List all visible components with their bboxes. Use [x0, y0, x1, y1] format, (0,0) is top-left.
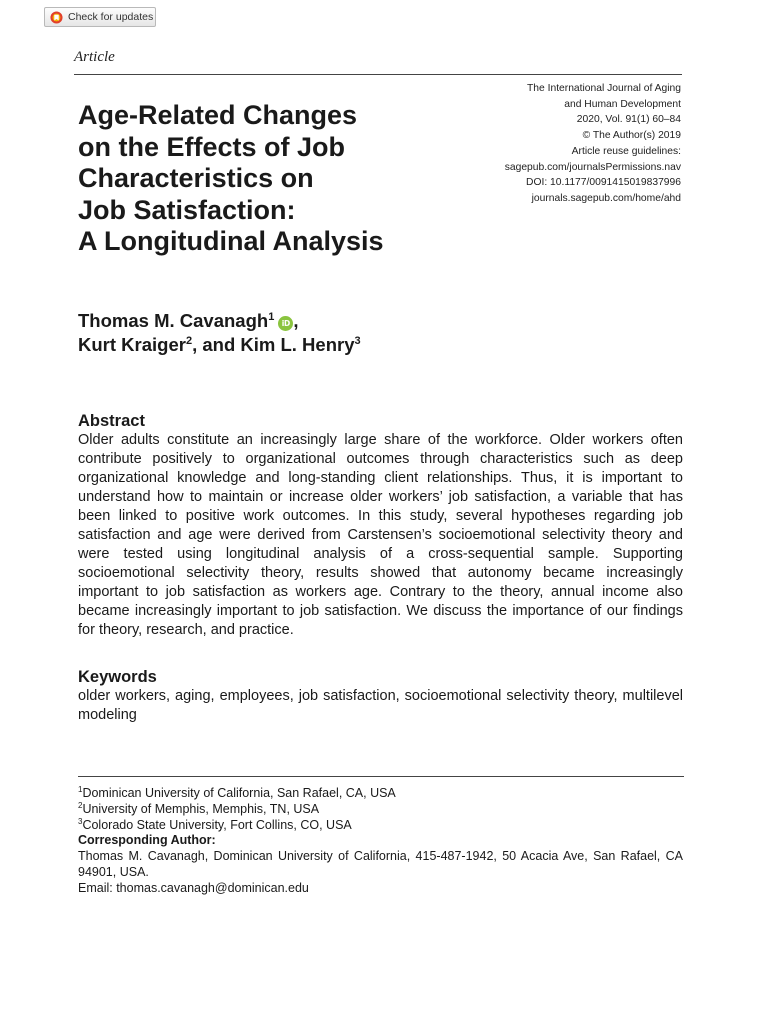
abstract-section	[78, 411, 683, 640]
affiliation-mark: 2	[78, 800, 83, 810]
orcid-icon[interactable]: iD	[278, 316, 293, 331]
corresponding-author-email[interactable]: Email: thomas.cavanagh@dominican.edu	[78, 880, 309, 895]
journal-name-line-2: and Human Development	[564, 98, 681, 110]
reuse-guidelines-label: Article reuse guidelines:	[571, 145, 681, 157]
corresponding-author-address: Thomas M. Cavanagh, Dominican University of California, 415-487-1942, 50 Acacia Ave, San Rafael, CA 94901, USA.	[78, 849, 683, 879]
title-line: on the Effects of Job	[78, 131, 346, 162]
title-line: Job Satisfaction:	[78, 194, 296, 225]
crossmark-icon	[50, 11, 63, 24]
title-line: A Longitudinal Analysis	[78, 226, 384, 256]
keywords-text: older workers, aging, employees, job satisfaction, socioemotional selectivity theory, multilevel modeling	[78, 688, 683, 723]
article-type-label: Article	[74, 49, 115, 65]
journal-name-line-1: The International Journal of Aging	[527, 83, 681, 94]
affiliation-item	[78, 786, 683, 802]
check-for-updates-button[interactable]	[44, 7, 156, 27]
affiliation-text: Colorado State University, Fort Collins, CO, USA	[82, 817, 352, 832]
check-for-updates-label: Check for updates	[68, 11, 154, 23]
title-line: Age-Related Changes	[78, 100, 358, 130]
author-line-2	[78, 333, 638, 357]
affiliation-mark: 1	[78, 785, 83, 794]
affiliation-text: University of Memphis, Memphis, TN, USA	[82, 801, 320, 816]
journal-info	[461, 81, 681, 207]
author-name: Thomas M. Cavanagh	[78, 310, 269, 331]
author-name: Kim L. Henry	[240, 334, 355, 355]
affiliations	[78, 786, 683, 897]
author-name: Kurt Kraiger	[78, 334, 186, 355]
doi-link[interactable]: DOI: 10.1177/0091415019837996	[526, 177, 681, 189]
footnote-divider	[78, 776, 684, 777]
journal-homepage-link[interactable]: journals.sagepub.com/home/ahd	[531, 192, 681, 204]
author-separator: ,	[293, 310, 299, 331]
permissions-link[interactable]: sagepub.com/journalsPermissions.nav	[504, 161, 681, 173]
affiliation-item	[78, 818, 683, 834]
journal-volume: 2020, Vol. 91(1) 60–84	[576, 114, 681, 126]
keywords-heading: Keywords	[78, 668, 157, 686]
title-line: Characteristics on	[78, 163, 314, 193]
author-line-1	[78, 309, 638, 333]
author-affiliation-mark: 2	[185, 335, 193, 347]
affiliation-text: Dominican University of California, San Rafael, CA, USA	[82, 786, 396, 800]
author-affiliation-mark: 3	[354, 335, 361, 347]
corresponding-author-label: Corresponding Author:	[78, 833, 216, 848]
abstract-text: Older adults constitute an increasingly large share of the workforce. Older workers often contribute positively to organizational outcomes through characteristics such as deep organizational knowledge and long-standing client relationships. Thus, it is important to understand how to maintain or increase older workers’ job satisfaction, a variable that has been linked to positive work outcomes. In this study, several hypotheses regarding job satisfaction and age were derived from Carstensen’s socioemotional selectivity theory and were tested using longitudinal analysis of a cross-sequential sample. Supporting socioemotional selectivity theory, results showed that autonomy became increasingly important to job satisfaction as workers age. Contrary to the theory, annual income also became increasingly important to job satisfaction. We discuss the importance of our findings for theory, research, and practice.	[78, 432, 683, 638]
author-list	[78, 309, 638, 357]
journal-copyright: © The Author(s) 2019	[582, 130, 681, 142]
author-separator: , and	[192, 334, 241, 355]
author-affiliation-mark: 1	[268, 311, 275, 323]
article-title	[78, 100, 468, 258]
affiliation-mark: 3	[78, 816, 83, 826]
abstract-heading: Abstract	[78, 412, 145, 430]
keywords-section	[78, 667, 683, 725]
header-divider	[74, 74, 682, 75]
affiliation-item	[78, 802, 683, 818]
